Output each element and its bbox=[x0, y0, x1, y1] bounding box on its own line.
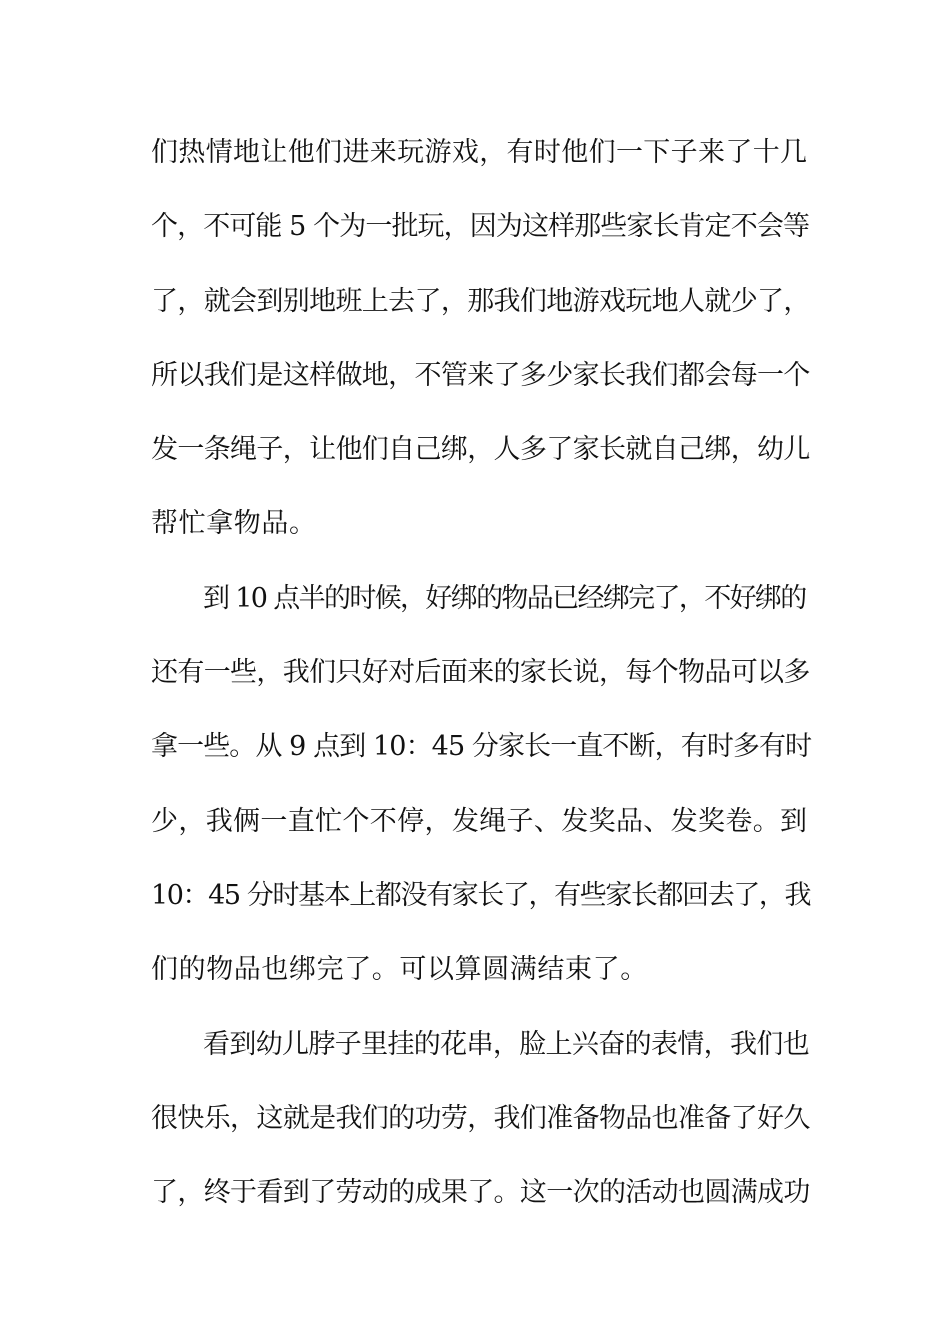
text-line: 少，我俩一直忙个不停，发绳子、发奖品、发奖卷。到 bbox=[151, 805, 808, 837]
text-line: 还有一些，我们只好对后面来的家长说，每个物品可以多 bbox=[151, 657, 810, 689]
text-line: 发一条绳子，让他们自己绑，人多了家长就自己绑，幼儿 bbox=[151, 434, 810, 466]
text-line: 了，终于看到了劳动的成果了。这一次的活动也圆满成功 bbox=[151, 1177, 810, 1209]
text-line: 了，就会到别地班上去了，那我们地游戏玩地人就少了， bbox=[151, 285, 810, 317]
text-line: 所以我们是这样做地，不管来了多少家长我们都会每一个 bbox=[151, 359, 810, 391]
text-line: 帮忙拿物品。 bbox=[151, 508, 317, 540]
text-line: 10：45 分时基本上都没有家长了，有些家长都回去了，我 bbox=[151, 879, 811, 911]
text-line: 拿一些。从 9 点到 10：45 分家长一直不断，有时多有时 bbox=[151, 731, 812, 763]
text-line: 很快乐，这就是我们的功劳，我们准备物品也准备了好久 bbox=[151, 1102, 810, 1134]
document-body bbox=[151, 128, 811, 1242]
text-line: 个，不可能 5 个为一批玩，因为这样那些家长肯定不会等 bbox=[151, 211, 810, 243]
text-line: 们热情地让他们进来玩游戏，有时他们一下子来了十几 bbox=[151, 137, 808, 168]
paragraph-start-line: 到 10 点半的时候，好绑的物品已经绑完了，不好绑的 bbox=[203, 582, 806, 614]
text-line: 们的物品也绑完了。可以算圆满结束了。 bbox=[151, 954, 648, 986]
paragraph-start-line: 看到幼儿脖子里挂的花串，脸上兴奋的表情，我们也 bbox=[203, 1028, 810, 1060]
